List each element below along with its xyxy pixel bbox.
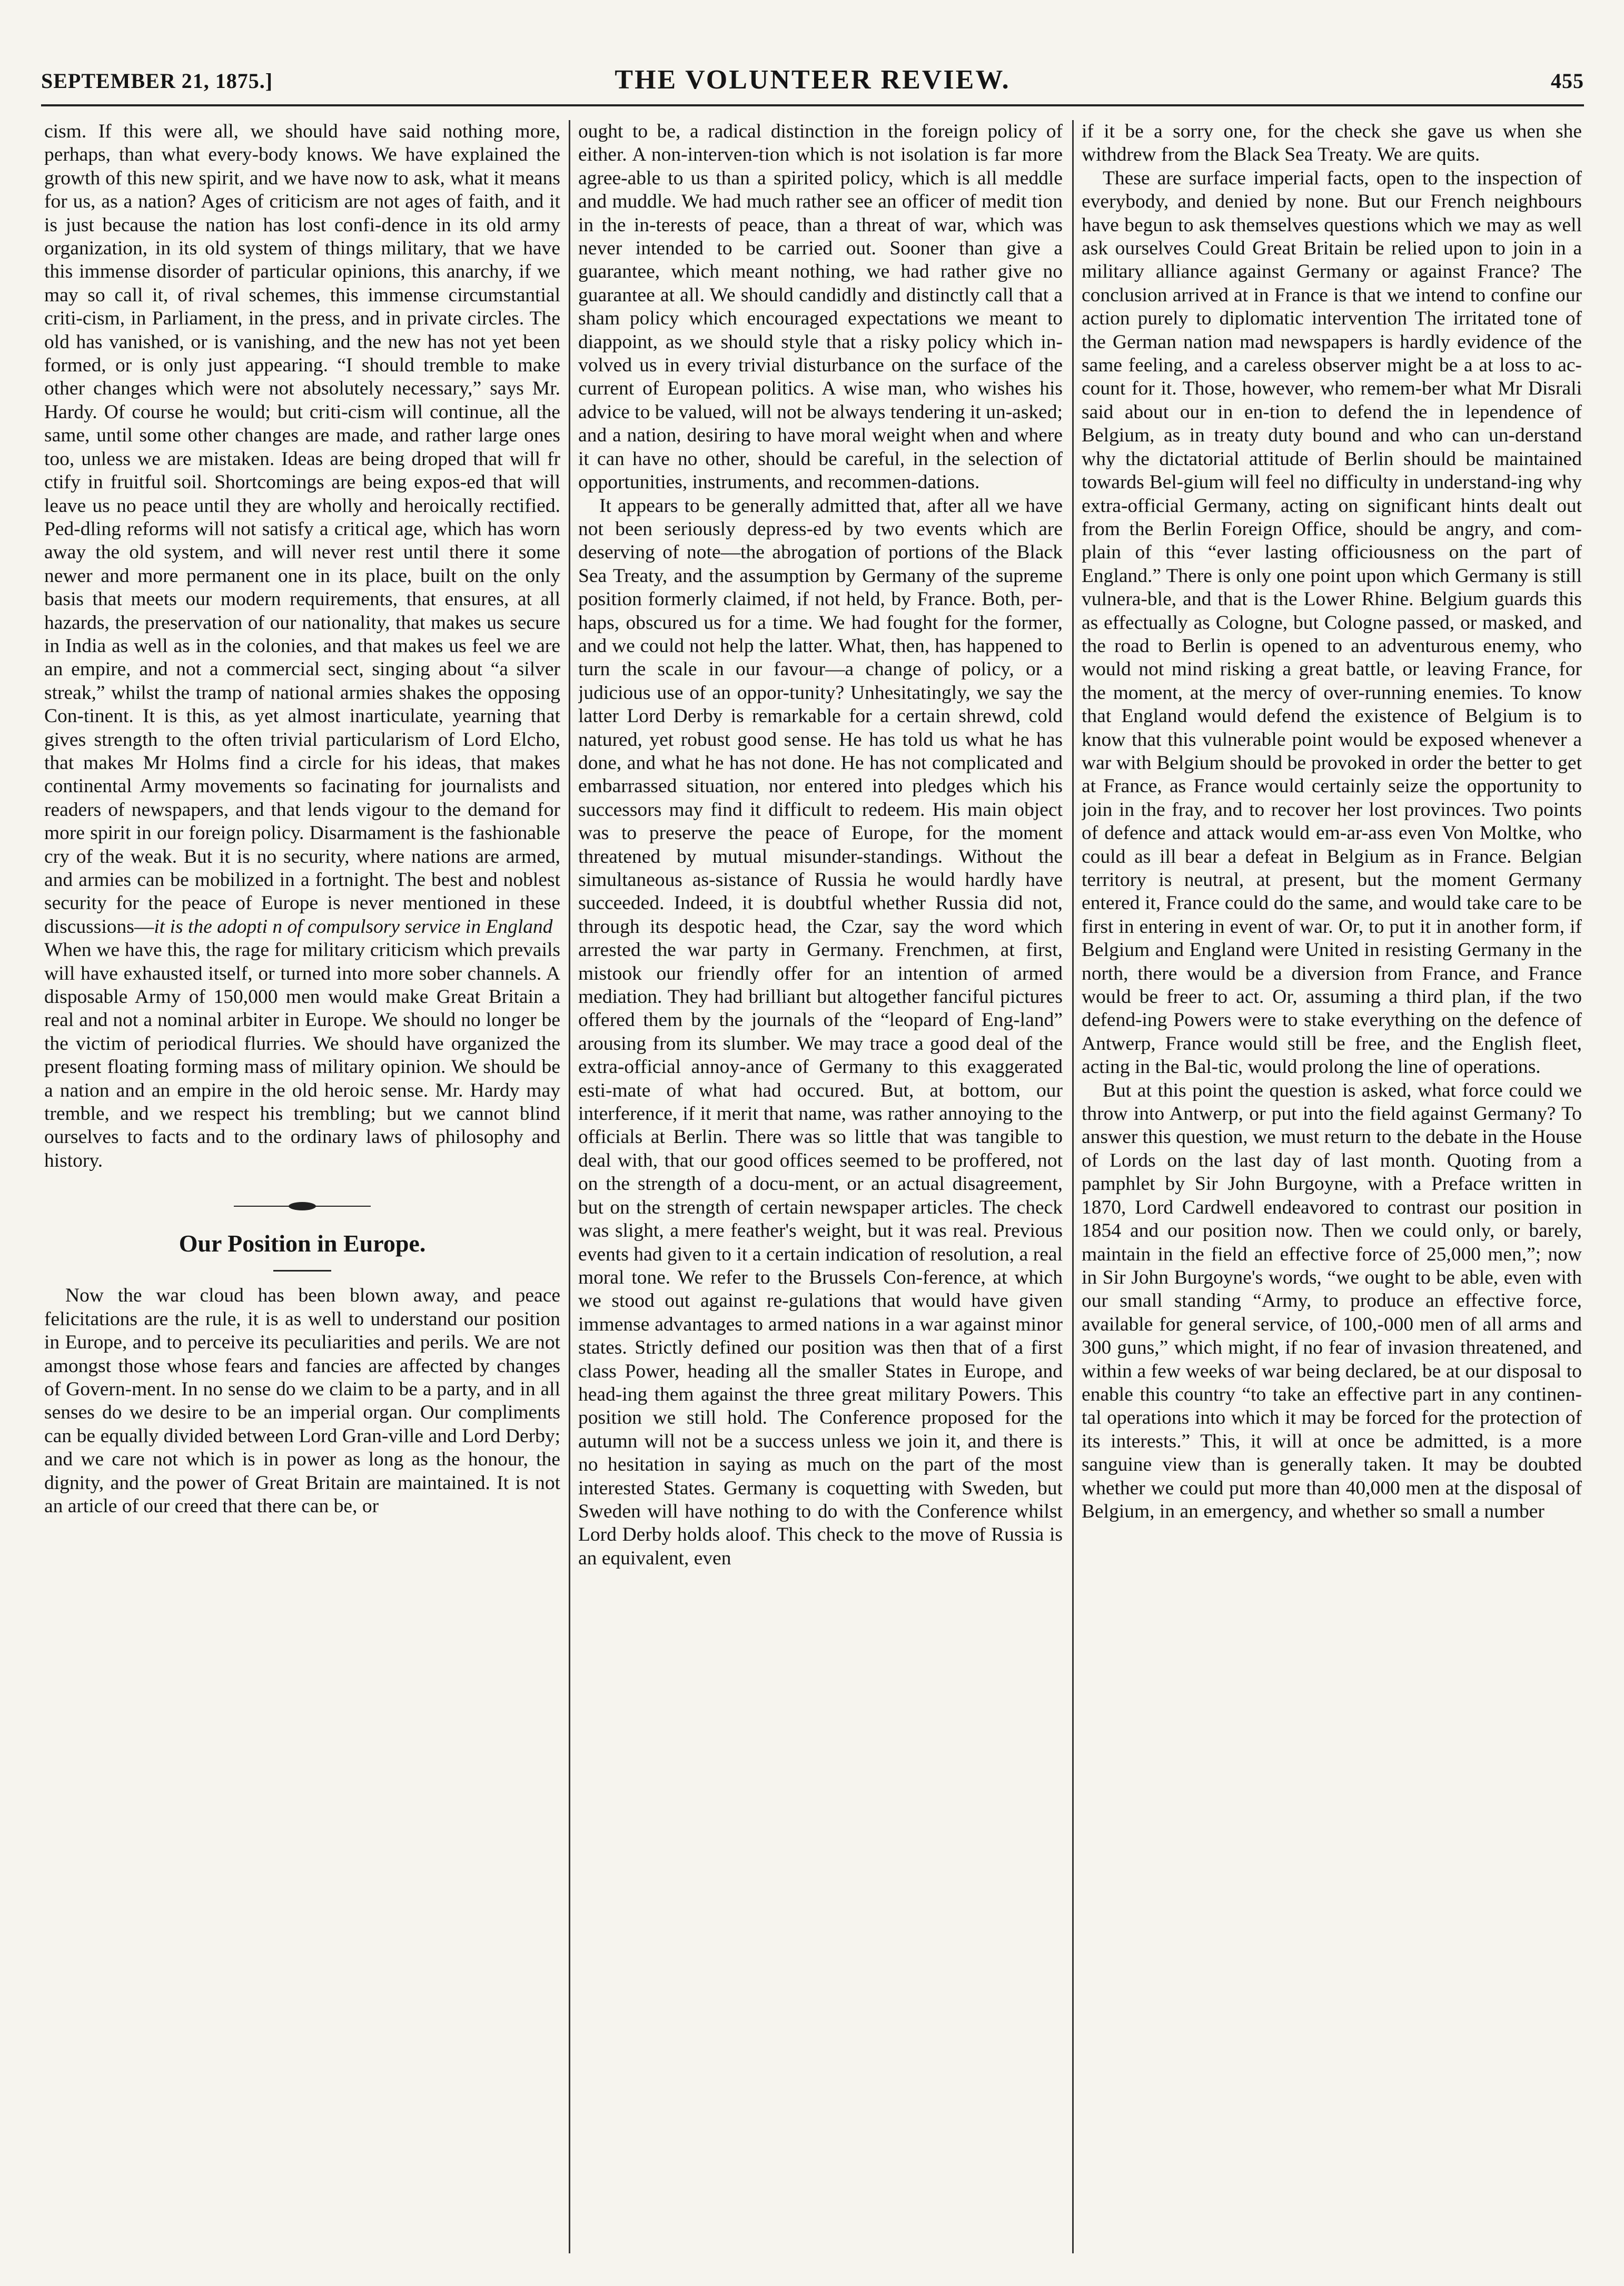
page-header	[41, 63, 1584, 111]
article-paragraph: It appears to be generally admitted that, after all we have not been seriously depress-ed by two events which are deserving of note—the abrogation of portions of the Black Sea Treaty, and the assumption by Germany of the supreme position formerly claimed, if not held, by France. Both, per-haps, obscured us for a time. We had fought for the former, and we could not help the latter. What, then, has happened to turn the scale in our favour—a change of policy, or a judicious use of an oppor-tunity? Unhesitatingly, we say the latter Lord Derby is remarkable for a certain shrewd, cold natured, yet robust good sense. He has told us what he has done, and what he has not done. He has not complicated and embarrassed situation, nor entered into pledges which his successors may find it difficult to redeem. His main object was to preserve the peace of Europe, for the moment threatened by mutual misunder-standings. Without the simultaneous as-sistance of Russia he would hardly have succeeded. Indeed, it is doubtful whether Russia did not, through its despotic head, the Czar, say the word which arrested the war party in Germany. Frenchmen, at first, mistook our friendly offer for an intention of armed mediation. They had brilliant but altogether fanciful pictures offered them by the journals of the “leopard of Eng-land” arousing from its slumber. We may trace a good deal of the extra-official annoy-ance of Germany to this exaggerated esti-mate of what had occured. But, at bottom, our interference, if it merit that name, was rather annoying to the officials at Berlin. There was so little that was tangible to deal with, that our good offices seemed to be proffered, not on the strength of a docu-ment, or an actual disagreement, but on the strength of certain newspaper articles. The check was slight, a mere feather's weight, but it was real. Previous events had given to it a certain indication of resolution, a real moral tone. We refer to the Brussels Con-ference, at which we stood out against re-gulations that would have given immense advantages to armed nations in a war against minor states. Strictly defined our position was then that of a first class Power, heading all the smaller States in Europe, and head-ing them against the three great military Powers. This position we still hold. The Conference proposed for the autumn will not be a success unless we join it, and there is no hesitation in saying as much on the part of the most interested States. Germany is coquetting with Sweden, but Sweden will have nothing to do with the Conference whilst Lord Derby holds aloof. This check to the move of Russia is an equivalent, even	[578, 495, 1063, 1569]
italic-emphasis: it is the adopti n of compulsory service in England	[154, 915, 553, 938]
page-number: 455	[1551, 69, 1584, 93]
article-paragraph: When we have this, the rage for military criticism which prevails will have exhausted itself, or turned into more sober channels. A disposable Army of 150,000 men would make Great Britain a real and not a nominal arbiter in Europe. We should no longer be the victim of periodical flurries. We should have organized the present floating forming mass of military opinion. We should be a nation and an empire in the old heroic sense. Mr. Hardy may tremble, and we respect his trembling; but we cannot blind ourselves to facts and to the ordinary laws of philosophy and history.	[44, 939, 560, 1171]
section-ornament	[234, 1204, 371, 1208]
section-title: Our Position in Europe.	[179, 1230, 426, 1257]
issue-date: SEPTEMBER 21, 1875.]	[41, 69, 273, 93]
column-3	[1082, 120, 1582, 2253]
article-paragraph: These are surface imperial facts, open to the inspection of everybody, and denied by none. But our French neighbours have begun to ask themselves questions which we may as well ask ourselves Could Great Britain be relied upon to join in a military alliance against Germany or against France? The conclusion arrived at in France is that we intend to confine our action purely to diplomatic intervention The irritated tone of the German nation mad newspapers is hardly evidence of the same feeling, and a careless observer might be a at loss to ac-count for it. Those, however, who remem-ber what Mr Disrali said about our in en-tion to defend the in lependence of Belgium, as in treaty duty bound and who can un-derstand why the dictatorial attitude of Berlin should be maintained towards Bel-gium will feel no difficulty in understand-ing why extra-official Germany, acting on significant hints dealt out from the Berlin Foreign Office, should be angry, and com-plain of this “ever lasting officiousness on the part of England.” There is only one point upon which Germany is still vulnera-ble, and that is the Lower Rhine. Belgium guards this as effectually as Cologne, but Cologne passed, or masked, and the road to Berlin is opened to an adventurous enemy, who would not mind risking a great battle, or leaving France, for the moment, at the mercy of over-running enemies. To know that England would defend the existence of Belgium is to know that this vulnerable point would be exposed whenever a war with Belgium should be provoked in order the better to get at France, as France would certainly seize the opportunity to join in the fray, and to recover her lost provinces. Two points of defence and attack would em-ar-ass even Von Moltke, who could as ill bear a defeat in Belgium as in France. Belgian territory is neutral, at present, but the moment Germany entered it, France could do the same, and would take care to be first in entering in event of war. Or, to put it in another form, if Belgium and England were United in resisting Germany in the north, there would be a diversion from France, and France would be freer to act. Or, assuming a third plan, if the two defend-ing Powers were to stake everything on the defence of Antwerp, France would still be free, and the English fleet, acting in the Bal-tic, would prolong the line of operations.	[1082, 167, 1582, 1078]
column-divider	[569, 120, 570, 2253]
article-paragraph: ought to be, a radical distinction in the foreign policy of either. A non-interven-tion which is not isolation is far more agree-able to us than a spirited policy, which is all meddle and muddle. We had much rather see an officer of medit tion in the in-terests of peace, than a threat of war, which was never intended to be carried out. Sooner than give a guarantee, which meant nothing, we had rather give no guarantee at all. We should candidly and distinctly call that a sham policy which encouraged expectations we meant to diappoint, as we should style that a risky policy which in-volved us in every trivial disturbance on the surface of the current of European politics. A wise man, who wishes his advice to be valued, will not be always tendering it un-asked; and a nation, desiring to have moral weight when and where it can have no other, should be careful, in the selection of opportunities, instruments, and recommen-dations.	[578, 121, 1063, 494]
article-paragraph: Now the war cloud has been blown away, and peace felicitations are the rule, it is as well to understand our position in Europe, and to perceive its peculiarities and perils. We are not amongst those whose fears and fancies are affected by changes of Govern-ment. In no sense do we claim to be a party, and in all senses do we desire to be an imperial organ. Our compliments can be equally divided between Lord Gran-ville and Lord Derby; and we care not which is in power as long as the honour, the dignity, and the power of Great Britain are maintained. It is not an article of our creed that there can be, or	[44, 1285, 560, 1517]
column-divider	[1072, 120, 1074, 2253]
article-paragraph: if it be a sorry one, for the check she gave us when she withdrew from the Black Sea Treaty. We are quits.	[1082, 121, 1582, 166]
article-paragraph	[44, 120, 560, 939]
title-rule	[273, 1270, 331, 1272]
article-paragraph: But at this point the question is asked, what force could we throw into Antwerp, or put into the field against Germany? To answer this question, we must return to the debate in the House of Lords on the last day of last month. Quoting from a pamphlet by Sir John Burgoyne, with a Preface written in 1870, Lord Cardwell endeavored to contrast our position in 1854 and our position now. Then we could only, or barely, maintain in the field an effective force of 25,000 men,”; now in Sir John Burgoyne's words, “we ought to be able, even with our small standing “Army, to produce an effective force, available for general service, of 100,-000 men of all arms and 300 guns,” which might, if no fear of invasion threatened, and within a few weeks of war being declared, be at our disposal to enable this country “to take an effective part in any continen-tal operations into which it may be forced for the protection of its interests.” This, it will at once be admitted, is a more sanguine view than is generally taken. It may be doubted whether we could put more than 40,000 men at the disposal of Belgium, in an emergency, and whether so small a number	[1082, 1079, 1582, 1522]
column-1	[44, 120, 560, 2253]
column-2	[578, 120, 1063, 2253]
paragraph-text: cism. If this were all, we should have said nothing more, perhaps, than what every-body knows. We have explained the growth of this new spirit, and we have now to ask, what it means for us, as a nation? Ages of criticism are not ages of faith, and it is just because the nation has lost confi-dence in its old army organization, in its old system of things military, that we have this immense disorder of particular opinions, this anarchy, if we may so call it, of rival schemes, this immense circumstantial criti-cism, in Parliament, in the press, and in private circles. The old has vanished, or is vanishing, and the new has not yet been formed, or is only just appearing. “I should tremble to make other changes which were not absolutely necessary,” says Mr. Hardy. Of course he would; but criti-cism will continue, all the same, until some other changes are made, and rather large ones too, unless we are mistaken. Ideas are being droped that will fr ctify in fruitful soil. Shortcomings are being expos-ed that will leave us no peace until they are wholly and heroically rectified. Ped-dling reforms will not satisfy a critical age, which has worn away the old system, and will never rest until there it some newer and more permanent one in its place, built on the only basis that meets our modern requirements, that ensures, at all hazards, the preservation of our nationality, that makes us secure in India as well as in the colonies, and that makes us feel we are an empire, and not a commercial sect, singing about “a silver streak,” whilst the tramp of national armies shakes the opposing Con-tinent. It is this, as yet almost inarticulate, yearning that gives strength to the often trivial particularism of Lord Elcho, that makes Mr Holms find a circle for his ideas, that makes continental Army movements so facinating for journalists and readers of newspapers, and that lends vigour to the demand for more spirit in our foreign policy. Disarmament is the fashionable cry of the weak. But it is no security, where nations are armed, and armies can be mobilized in a fortnight. The best and noblest security for the peace of Europe is never mentioned in these discussions—	[44, 121, 560, 938]
publication-title: THE VOLUNTEER REVIEW.	[615, 65, 1011, 95]
header-rule	[41, 104, 1584, 106]
